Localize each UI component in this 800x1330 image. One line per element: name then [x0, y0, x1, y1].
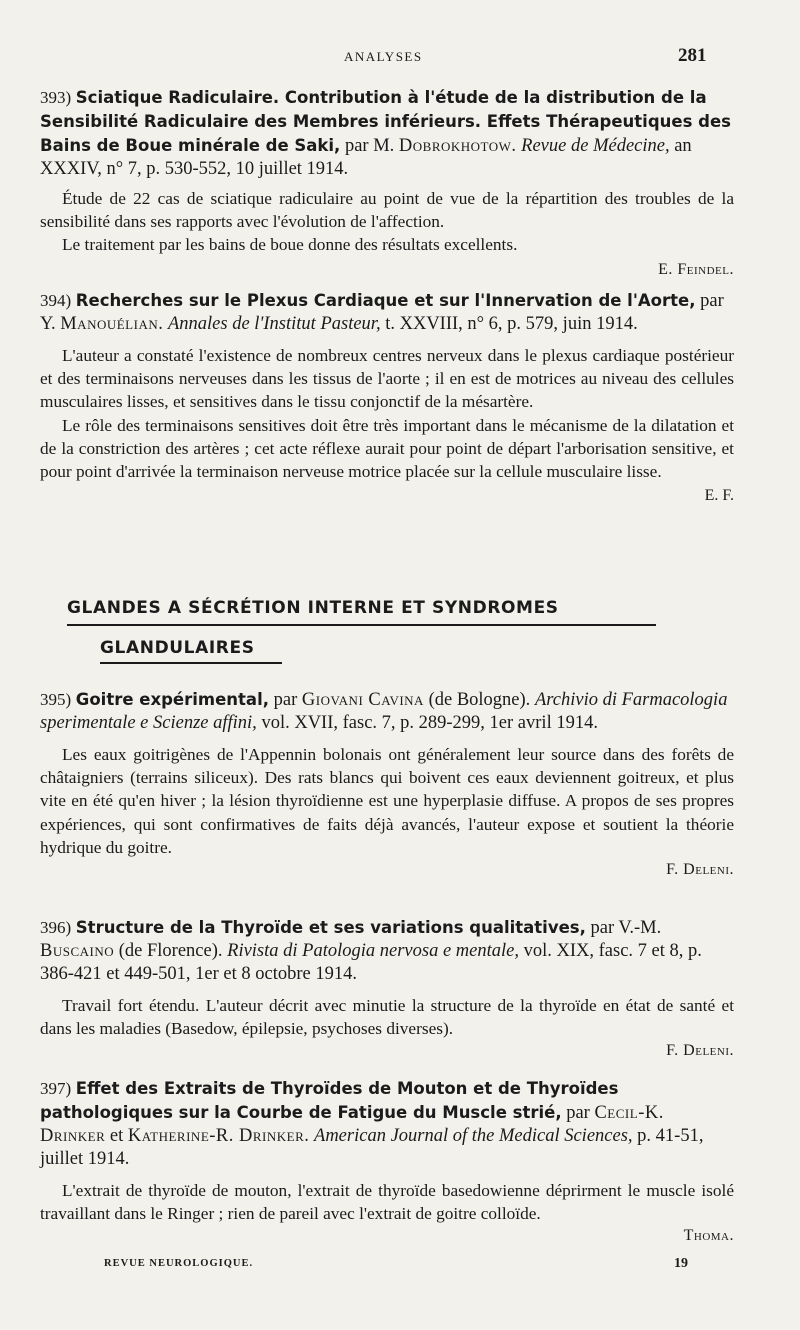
- article-title: Effet des Extraits de Thyroïdes de Mouton et de Thyroïdes pathologiques sur la Courbe de Fatigue du Muscle strié,: [40, 1079, 619, 1122]
- by-text: par Y.: [40, 291, 724, 334]
- citation-ref: vol. XVII, fasc. 7, p. 289-299, 1er avril 1914.: [261, 713, 598, 733]
- citation-ref: t. XXVIII, n° 6, p. 579, juin 1914.: [385, 314, 638, 334]
- section-title-line2: GLANDULAIRES: [100, 638, 255, 658]
- citation-ref: an XXXIV, n° 7, p. 530-552, 10 juillet 1914.: [40, 136, 692, 179]
- article-395: [40, 688, 734, 881]
- signature-mark: 19: [674, 1256, 688, 1271]
- article-number: 393): [40, 88, 72, 107]
- abstract-paragraph: Travail fort étendu. L'auteur décrit avec minutie la structure de la thyroïde en état de santé et dans les maladies (Basedow, épilepsie, psychoses diverses).: [40, 996, 734, 1039]
- by-text: par: [566, 1103, 590, 1123]
- author-name: Giovani Cavina: [301, 690, 424, 710]
- author-name: Buscaino: [40, 941, 115, 961]
- running-header: ANALYSES: [344, 49, 423, 64]
- section-title-line1: GLANDES A SÉCRÉTION INTERNE ET SYNDROMES: [67, 598, 559, 618]
- article-number: 396): [40, 918, 72, 937]
- citation-ref: vol. XIX, fasc. 7 et 8, p. 386-421 et 449-501, 1er et 8 octobre 1914.: [40, 941, 702, 984]
- journal-name: Archivio di Farmacologia sperimentale e Scienze affini,: [40, 690, 728, 733]
- author-name: Manouélian.: [60, 314, 164, 334]
- article-393: [40, 86, 734, 281]
- article-title: Recherches sur le Plexus Cardiaque et sur l'Innervation de l'Aorte,: [75, 291, 696, 310]
- by-text: par M.: [344, 136, 395, 156]
- article-396: [40, 916, 734, 1062]
- abstract-paragraph: Le traitement par les bains de boue donne des résultats excellents.: [62, 235, 518, 255]
- article-number: 395): [40, 690, 72, 709]
- abstract-paragraph: L'auteur a constaté l'existence de nombreux centres nerveux dans le plexus cardiaque postérieur et des terminaisons nerveuses dans les tissus de l'aorte ; il en est de motrices au niveau des cellules musculaires lisses, et sensitives dans le tissu conjonctif de la mésartère.: [40, 346, 734, 412]
- abstract-paragraph: Étude de 22 cas de sciatique radiculaire au point de vue de la répartition des troubles de la sensibilité dans ses rapports avec l'évolution de l'affection.: [40, 189, 734, 232]
- article-number: 397): [40, 1079, 72, 1098]
- author-name: Dobrokhotow.: [398, 136, 517, 156]
- abstract-paragraph: L'extrait de thyroïde de mouton, l'extrait de thyroïde basedowienne déprirment le muscle isolé travaillant dans le Ringer ; rien de pareil avec l'extrait de goitre colloïde.: [40, 1181, 734, 1224]
- article-title: Sciatique Radiculaire. Contribution à l'étude de la distribution de la Sensibilité Radiculaire des Membres inférieurs. Effets Thérapeutiques des Bains de Boue minérale de Saki,: [40, 88, 731, 155]
- article-title: Goitre expérimental,: [75, 690, 269, 709]
- reviewer-signature: F. Deleni.: [666, 1042, 734, 1060]
- article-number: 394): [40, 291, 72, 310]
- footer-journal: REVUE NEUROLOGIQUE.: [104, 1258, 254, 1269]
- section-underline: [100, 662, 282, 664]
- article-heading: [40, 289, 734, 336]
- article-397: [40, 1077, 734, 1247]
- journal-name: Rivista di Patologia nervosa e mentale,: [227, 941, 519, 961]
- author-name: Katherine-R. Drinker.: [127, 1126, 310, 1146]
- journal-name: Annales de l'Institut Pasteur,: [167, 314, 381, 334]
- by-text: par: [273, 690, 298, 710]
- journal-name: American Journal of the Medical Sciences,: [314, 1126, 633, 1146]
- journal-name: Revue de Médecine,: [521, 136, 670, 156]
- abstract-paragraph: Le rôle des terminaisons sensitives doit être très important dans le mécanisme de la dilatation et de la constriction des artères ; cet acte réflexe aurait pour point de départ l'arborisation sensitive, et pour point d'arrivée la terminaison nerveuse motrice placée sur la cellule musculaire lisse.: [40, 415, 734, 482]
- abstract-paragraph: Les eaux goitrigènes de l'Appennin bolonais ont généralement leur source dans des forêts de châtaigniers (terrains siliceux). Des rats blancs qui boivent ces eaux deviennent goitreux, et plus vite en été qu'en hiver ; la lésion thyroïdienne est une hyperplasie diffuse. A propos de ses propres expériences, qui sont confirmatives de faits déjà avancés, l'auteur expose et soutient la théorie hydrique du goitre.: [40, 745, 734, 857]
- author-place: (de Florence).: [118, 941, 223, 961]
- article-heading: [40, 688, 734, 735]
- author-name: Cecil-K. Drinker: [40, 1103, 664, 1146]
- article-heading: [40, 1077, 734, 1171]
- page-number: 281: [678, 45, 707, 66]
- reviewer-signature: Thoma.: [683, 1227, 734, 1245]
- article-394: [40, 289, 734, 507]
- by-text: par V.-M.: [590, 918, 662, 938]
- section-underline: [67, 624, 656, 626]
- author-place: (de Bologne).: [428, 690, 531, 710]
- and-text: et: [109, 1126, 124, 1146]
- article-title: Structure de la Thyroïde et ses variations qualitatives,: [75, 918, 586, 937]
- article-heading: [40, 916, 734, 986]
- citation-ref: p. 41-51, juillet 1914.: [40, 1126, 704, 1169]
- reviewer-signature: E. F.: [704, 487, 734, 505]
- reviewer-signature: F. Deleni.: [666, 861, 734, 879]
- reviewer-signature: E. Feindel.: [658, 260, 734, 278]
- article-heading: [40, 86, 734, 181]
